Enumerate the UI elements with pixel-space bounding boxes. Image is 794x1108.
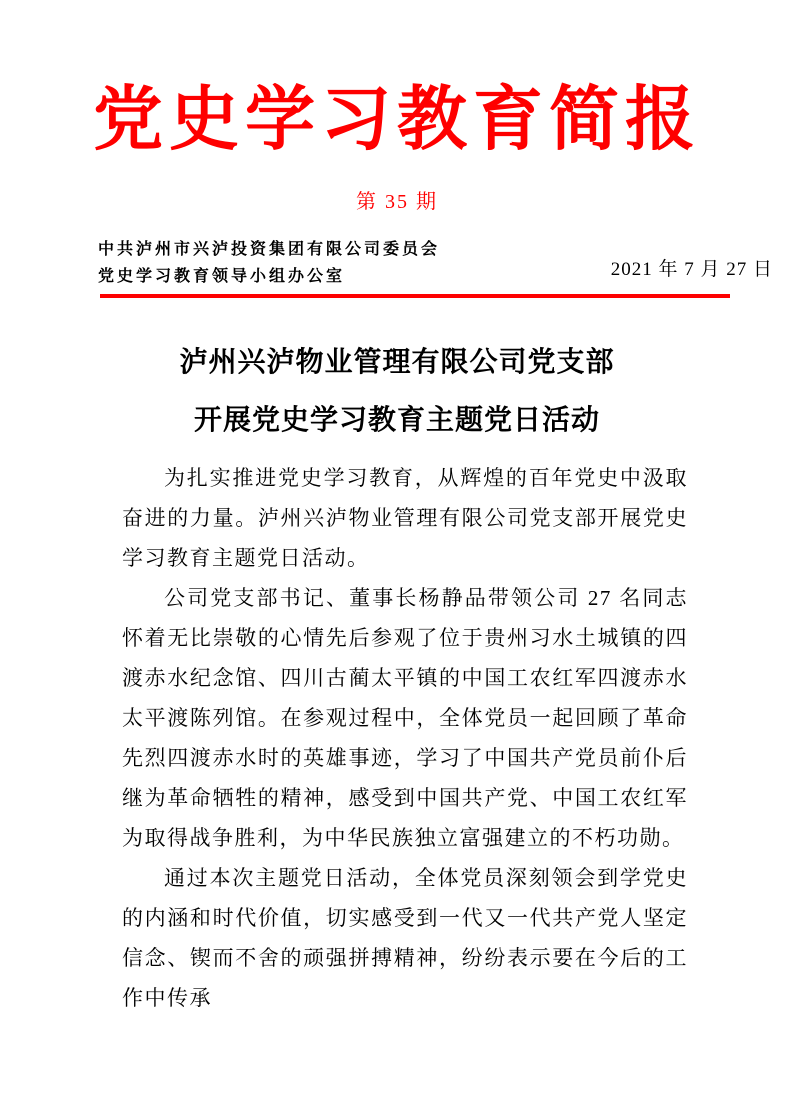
issuing-org-block [98,236,440,290]
article-paragraph: 为扎实推进党史学习教育，从辉煌的百年党史中汲取奋进的力量。泸州兴泸物业管理有限公司党支部开展党史学习教育主题党日活动。 [122,466,688,570]
article-paragraph: 通过本次主题党日活动，全体党员深刻领会到学党史的内涵和时代价值，切实感受到一代又一代共产党人坚定信念、锲而不舍的顽强拼搏精神，纷纷表示要在今后的工作中传承 [122,866,688,1010]
masthead-title: 党史学习教育简报 [93,82,701,159]
issue-number: 第 35 期 [356,191,438,213]
org-name-line-1: 中共泸州市兴泸投资集团有限公司委员会 [98,241,441,258]
article-body [122,458,688,1018]
article-paragraph: 公司党支部书记、董事长杨静品带领公司 27 名同志怀着无比崇敬的心情先后参观了位于贵州习水土城镇的四渡赤水纪念馆、四川古蔺太平镇的中国工农红军四渡赤水太平渡陈列馆。在参观过程中，全体党员一起回顾了革命先烈四渡赤水时的英雄事迹，学习了中国共产党员前仆后继为革命牺牲的精神，感受到中国共产党、中国工农红军为取得战争胜利，为中华民族独立富强建立的不朽功勋。 [122,586,688,850]
article-title-line-2: 开展党史学习教育主题党日活动 [193,405,600,436]
red-divider-rule [100,294,730,298]
org-name-line-2: 党史学习教育领导小组办公室 [98,268,346,285]
issue-date: 2021 年 7 月 27 日 [610,259,773,280]
article-title-line-1: 泸州兴泸物业管理有限公司党支部 [179,347,615,378]
